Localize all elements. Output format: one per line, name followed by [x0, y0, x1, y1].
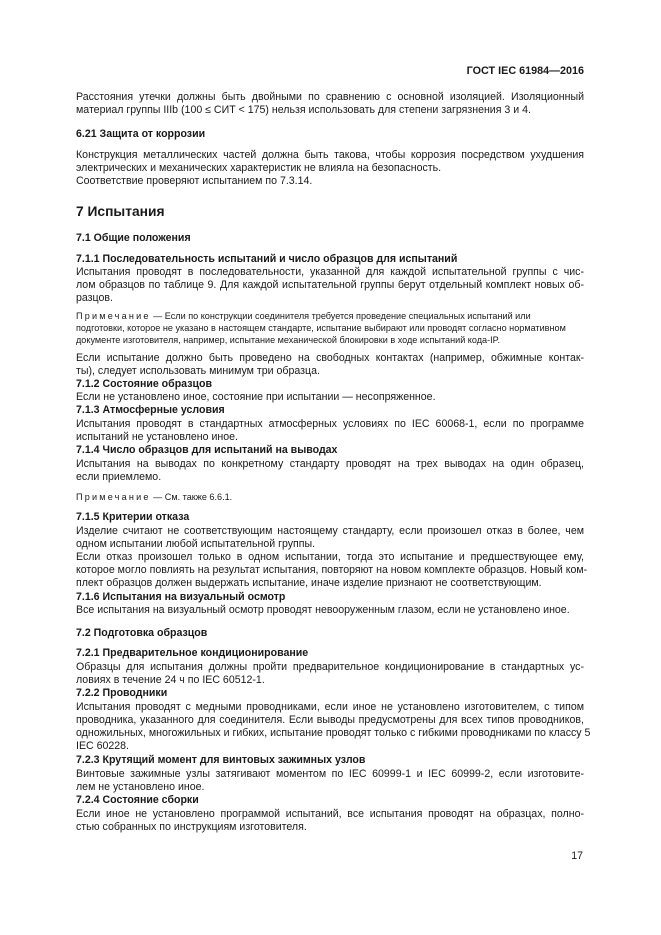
section-heading-6-21: 6.21 Защита от коррозии: [76, 128, 206, 140]
paragraph-line: электрических и механических характеристик не влияла на безопасность.: [76, 162, 442, 174]
paragraph-line: ты), следует использовать минимум три образца.: [76, 365, 320, 377]
paragraph-line: стью собранных по инструкциям изготовителя.: [76, 821, 307, 833]
paragraph-line: Если не установлено иное, состояние при испытании — несопряженное.: [76, 391, 436, 403]
paragraph-line: лем не установлено иное.: [76, 781, 205, 793]
paragraph-line: Все испытания на визуальный осмотр проводят невооруженным глазом, если не установлено иное.: [76, 604, 570, 616]
paragraph-line: разцов.: [76, 292, 113, 304]
paragraph-line: одном испытании любой испытательной группы.: [76, 538, 316, 550]
note-line: подготовки, которое не указано в настоящем стандарте, испытание выбирают или проводят согласно нормативном: [76, 323, 566, 333]
paragraph-line: Соответствие проверяют испытанием по 7.3.14.: [76, 175, 313, 187]
paragraph-line: Испытания проводят в последовательности, указанной для каждой испытательной группы с чис-: [76, 266, 584, 278]
section-heading-7-2-2: 7.2.2 Проводники: [76, 687, 168, 699]
paragraph-line: Если иное не установлено программой испытаний, все испытания проводят на образцах, полно-: [76, 808, 584, 820]
section-heading-7-1-5: 7.1.5 Критерии отказа: [76, 511, 190, 523]
section-heading-7-1-3: 7.1.3 Атмосферные условия: [76, 404, 225, 416]
paragraph-line: Если отказ произошел только в одном испытании, тогда это испытание и предшествующее ему,: [76, 551, 584, 563]
section-heading-7-2-4: 7.2.4 Состояние сборки: [76, 794, 199, 806]
paragraph-line: лом образцов по таблице 9. Для каждой испытательной группы берут отдельный комплект новых об-: [76, 279, 584, 291]
paragraph-line: проводника, указанного для соединителя. Если выводы предусмотрены для всех типов проводников,: [76, 714, 584, 726]
paragraph-line: которое могло повлиять на результат испытания, повторяют на новом комплекте образцов. Новый ком-: [76, 564, 588, 576]
paragraph-line: плект образцов должен выдержать испытание, иначе изделие признают не соответствующим.: [76, 577, 542, 589]
paragraph-line: Если испытание должно быть проведено на свободных контактах (например, обжимные контак-: [76, 352, 584, 364]
note-line: [76, 491, 232, 503]
section-heading-7-1: 7.1 Общие положения: [76, 232, 191, 244]
paragraph-line: Испытания на выводах по конкретному стандарту проводят на трех выводах на один образец,: [76, 458, 584, 470]
note-text: — См. также 6.6.1.: [153, 492, 233, 502]
section-heading-7-1-1: 7.1.1 Последовательность испытаний и число образцов для испытаний: [76, 253, 458, 265]
paragraph-line: Образцы для испытания должны пройти предварительное кондиционирование в стандартных ус-: [76, 661, 584, 673]
paragraph-line: Винтовые зажимные узлы затягивают моментом по IEC 60999-1 и IEC 60999-2, если изготовите-: [76, 768, 584, 780]
paragraph-line: Испытания проводят с медными проводниками, если иное не установлено изготовителем, с типом: [76, 701, 584, 713]
note-line: [76, 310, 531, 322]
section-heading-7-1-6: 7.1.6 Испытания на визуальный осмотр: [76, 591, 286, 603]
paragraph-line: Испытания проводят в стандартных атмосферных условиях по IEC 60068-1, если по программе: [76, 418, 584, 430]
note-label: Примечание: [76, 311, 151, 321]
section-heading-7: 7 Испытания: [76, 204, 165, 219]
section-heading-7-1-2: 7.1.2 Состояние образцов: [76, 378, 212, 390]
section-heading-7-1-4: 7.1.4 Число образцов для испытаний на выводах: [76, 444, 338, 456]
paragraph-line: ловиях в течение 24 ч по IEC 60512-1.: [76, 674, 265, 686]
section-heading-7-2-3: 7.2.3 Крутящий момент для винтовых зажимных узлов: [76, 754, 366, 766]
section-heading-7-2: 7.2 Подготовка образцов: [76, 627, 208, 639]
document-header: ГОСТ IEC 61984—2016: [466, 65, 584, 77]
paragraph-line: материал группы IIIb (100 ≤ СИТ < 175) нельзя использовать для степени загрязнения 3 и 4.: [76, 104, 531, 116]
paragraph-line: Изделие считают не соответствующим настоящему стандарту, если произошел отказ в более, чем: [76, 525, 584, 537]
paragraph-line: Конструкция металлических частей должна быть такова, чтобы коррозия посредством ухудшения: [76, 149, 584, 161]
paragraph-line: IEC 60228.: [76, 740, 130, 752]
paragraph-line: Расстояния утечки должны быть двойными по сравнению с основной изоляцией. Изоляционный: [76, 91, 584, 103]
page-number: 17: [571, 850, 583, 862]
section-heading-7-2-1: 7.2.1 Предварительное кондиционирование: [76, 647, 309, 659]
note-label: Примечание: [76, 492, 151, 502]
note-text: — Если по конструкции соединителя требуется проведение специальных испытаний или: [153, 311, 531, 321]
note-line: документе изготовителя, например, испытание механической блокировки в ходе испытаний кода-IP.: [76, 335, 501, 345]
paragraph-line: испытаний не установлено иное.: [76, 431, 238, 443]
paragraph-line: одножильных, многожильных и гибких, испытание проводят только с гибкими проводниками по классу 5: [76, 727, 591, 739]
paragraph-line: если приемлемо.: [76, 471, 162, 483]
